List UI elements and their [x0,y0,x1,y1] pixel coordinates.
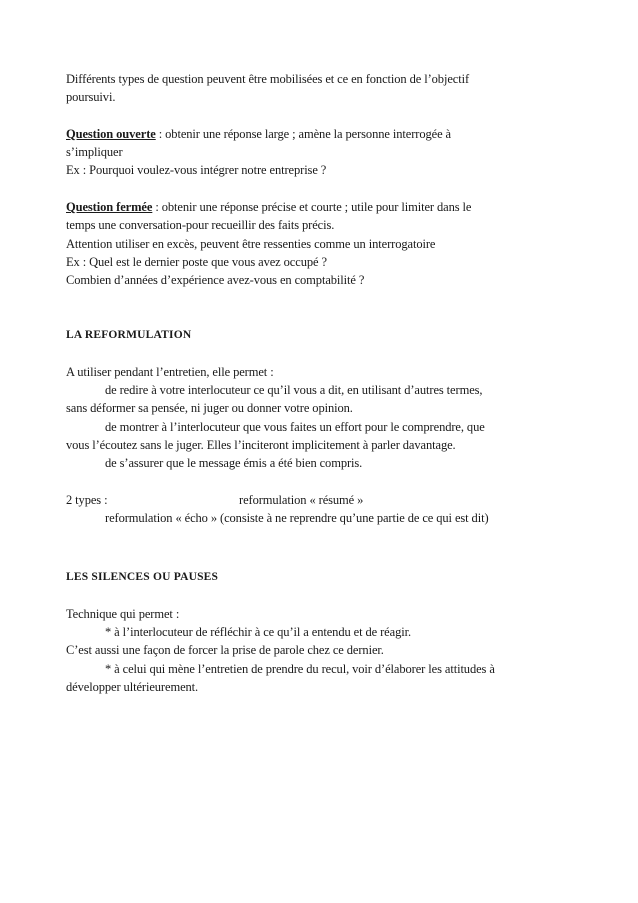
reformulation-types-row [66,491,606,509]
closed-question-example-1: Ex : Quel est le dernier poste que vous avez occupé ? [66,254,327,269]
closed-question-term: Question fermée [66,200,153,215]
reformulation-heading: LA REFORMULATION [66,329,192,342]
type-summary: reformulation « résumé » [239,492,364,507]
type-echo: reformulation « écho » (consiste à ne reprendre qu’une partie de ce qui est dit) [105,511,489,526]
open-question-def-cont: s’impliquer [66,145,123,160]
open-question-example: Ex : Pourquoi voulez-vous intégrer notre entreprise ? [66,163,327,178]
reformulation-intro: A utiliser pendant l’entretien, elle permet : [66,364,274,379]
reformulation-point-2b: vous l’écoutez sans le juger. Elles l’inciteront implicitement à parler davantage. [66,437,456,452]
silences-bullet-2a: * à celui qui mène l’entretien de prendre du recul, voir d’élaborer les attitudes à [105,661,495,676]
reformulation-point-3: de s’assurer que le message émis a été bien compris. [105,456,363,471]
closed-question-def: : obtenir une réponse précise et courte ; utile pour limiter dans le [152,200,472,215]
open-question-term: Question ouverte [66,126,156,141]
types-label: 2 types : [66,492,108,507]
closed-question-definition [66,198,606,216]
closed-question-def-cont: temps une conversation-pour recueillir des faits précis. [66,218,335,233]
open-question-def: : obtenir une réponse large ; amène la personne interrogée à [155,126,451,141]
silences-intro: Technique qui permet : [66,606,180,621]
document-page [66,70,606,696]
intro-line-1: Différents types de question peuvent être mobilisées et ce en fonction de l’objectif [66,72,470,86]
silences-bullet-1: * à l’interlocuteur de réfléchir à ce qu’il a entendu et de réagir. [105,624,411,639]
silences-bullet-1-cont: C’est aussi une façon de forcer la prise de parole chez ce dernier. [66,643,384,658]
reformulation-point-1a: de redire à votre interlocuteur ce qu’il vous a dit, en utilisant d’autres termes, [105,383,483,398]
closed-question-example-2: Combien d’années d’expérience avez-vous en comptabilité ? [66,273,365,288]
silences-heading: LES SILENCES OU PAUSES [66,571,219,584]
intro-line-2: poursuivi. [66,90,116,105]
closed-question-warning: Attention utiliser en excès, peuvent être ressenties comme un interrogatoire [66,236,436,251]
open-question-definition [66,125,606,143]
reformulation-point-1b: sans déformer sa pensée, ni juger ou donner votre opinion. [66,401,353,416]
reformulation-point-2a: de montrer à l’interlocuteur que vous faites un effort pour le comprendre, que [105,419,485,434]
silences-bullet-2b: développer ultérieurement. [66,679,199,694]
